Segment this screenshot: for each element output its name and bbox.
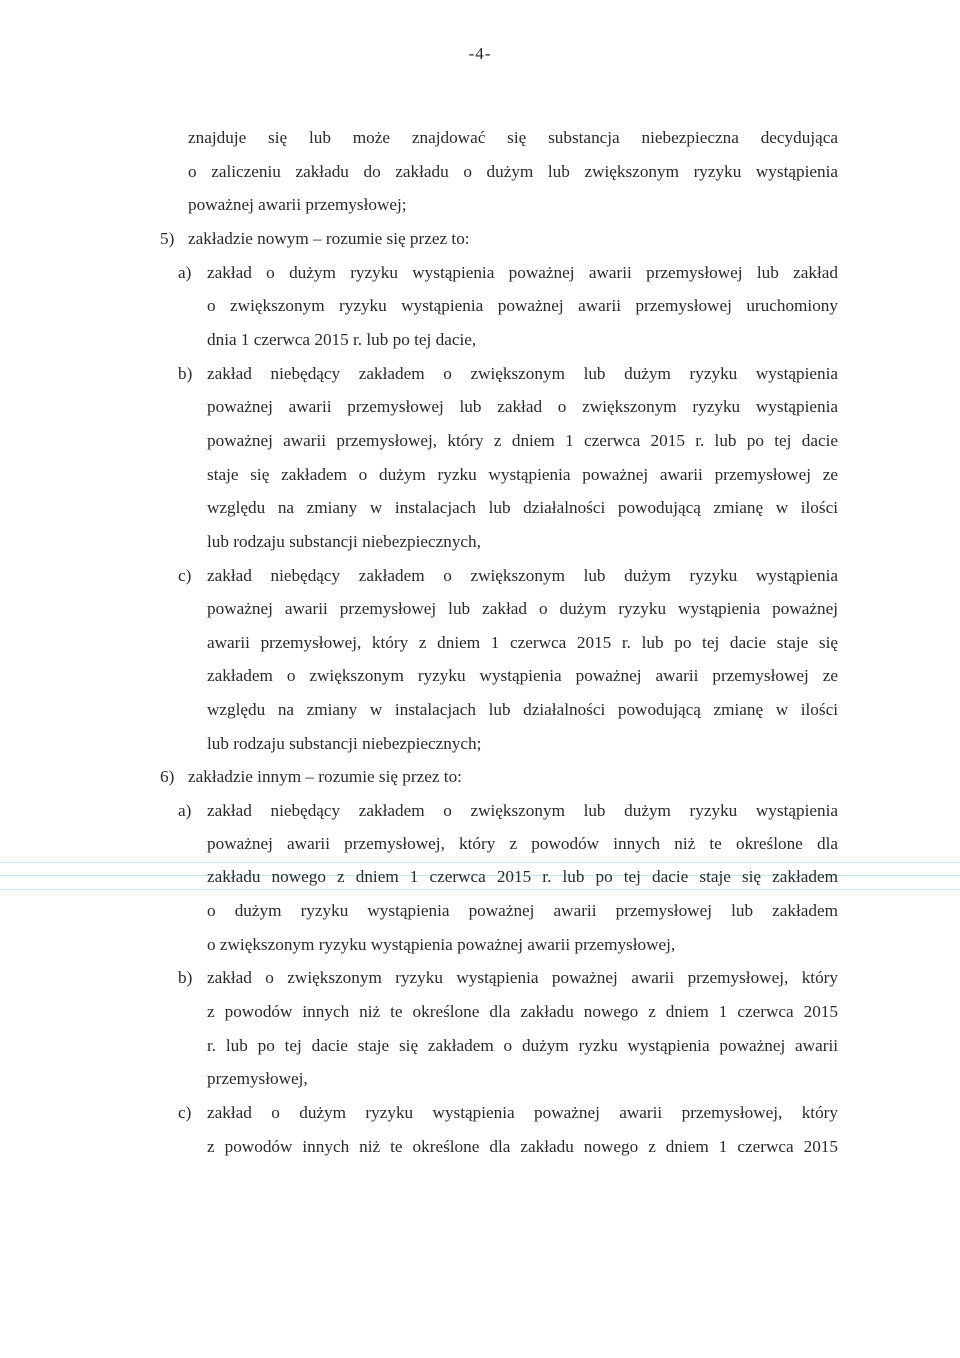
text-line: poważnej awarii przemysłowej, który z powodów innych niż te określone dla bbox=[207, 834, 838, 853]
text-line: awarii przemysłowej, który z dniem 1 czerwca 2015 r. lub po tej dacie staje się bbox=[207, 633, 838, 652]
list-marker-6c: c) bbox=[178, 1103, 192, 1122]
text-line: o zwiększonym ryzyku wystąpienia poważnej awarii przemysłowej, bbox=[207, 935, 676, 954]
page-number: -4- bbox=[468, 44, 492, 63]
text-line: zakładem o zwiększonym ryzyku wystąpienia poważnej awarii przemysłowej ze bbox=[207, 666, 838, 685]
text-line: zakład niebędący zakładem o zwiększonym lub dużym ryzyku wystąpienia bbox=[207, 566, 838, 585]
list-marker-5c: c) bbox=[178, 566, 192, 585]
list-marker-5: 5) bbox=[160, 229, 175, 248]
text-line: zakładzie nowym – rozumie się przez to: bbox=[188, 229, 470, 248]
text-line: lub rodzaju substancji niebezpiecznych, bbox=[207, 532, 481, 551]
list-marker-6: 6) bbox=[160, 767, 175, 786]
text-line: przemysłowej, bbox=[207, 1069, 308, 1088]
text-line: z powodów innych niż te określone dla zakładu nowego z dniem 1 czerwca 2015 bbox=[207, 1002, 838, 1021]
text-line: lub rodzaju substancji niebezpiecznych; bbox=[207, 734, 482, 753]
text-line: zakład o zwiększonym ryzyku wystąpienia poważnej awarii przemysłowej, który bbox=[207, 968, 838, 987]
text-line: zakład niebędący zakładem o zwiększonym lub dużym ryzyku wystąpienia bbox=[207, 364, 838, 383]
text-line: zakład niebędący zakładem o zwiększonym lub dużym ryzyku wystąpienia bbox=[207, 801, 838, 820]
text-line: zakładzie innym – rozumie się przez to: bbox=[188, 767, 462, 786]
text-line: poważnej awarii przemysłowej lub zakład o dużym ryzyku wystąpienia poważnej bbox=[207, 599, 838, 618]
text-line: zakładu nowego z dniem 1 czerwca 2015 r. lub po tej dacie staje się zakładem bbox=[207, 867, 838, 886]
list-marker-5b: b) bbox=[178, 364, 193, 383]
text-line: względu na zmiany w instalacjach lub działalności powodującą zmianę w ilości bbox=[207, 700, 838, 719]
text-line: staje się zakładem o dużym ryzku wystąpienia poważnej awarii przemysłowej ze bbox=[207, 465, 838, 484]
text-line: z powodów innych niż te określone dla zakładu nowego z dniem 1 czerwca 2015 bbox=[207, 1137, 838, 1156]
text-line: zakład o dużym ryzyku wystąpienia poważnej awarii przemysłowej lub zakład bbox=[207, 263, 838, 282]
text-line: zakład o dużym ryzyku wystąpienia poważnej awarii przemysłowej, który bbox=[207, 1103, 838, 1122]
text-line: poważnej awarii przemysłowej lub zakład o zwiększonym ryzyku wystąpienia bbox=[207, 397, 838, 416]
scan-artifact-line bbox=[0, 889, 960, 890]
text-line: o zaliczeniu zakładu do zakładu o dużym lub zwiększonym ryzyku wystąpienia bbox=[188, 162, 838, 181]
text-line: poważnej awarii przemysłowej; bbox=[188, 195, 407, 214]
text-line: poważnej awarii przemysłowej, który z dniem 1 czerwca 2015 r. lub po tej dacie bbox=[207, 431, 838, 450]
scan-artifact-line bbox=[0, 862, 960, 863]
text-line: znajduje się lub może znajdować się substancja niebezpieczna decydująca bbox=[188, 128, 838, 147]
list-marker-6b: b) bbox=[178, 968, 193, 987]
list-marker-6a: a) bbox=[178, 801, 192, 820]
list-marker-5a: a) bbox=[178, 263, 192, 282]
text-line: dnia 1 czerwca 2015 r. lub po tej dacie, bbox=[207, 330, 477, 349]
text-line: o zwiększonym ryzyku wystąpienia poważnej awarii przemysłowej uruchomiony bbox=[207, 296, 838, 315]
text-line: o dużym ryzyku wystąpienia poważnej awarii przemysłowej lub zakładem bbox=[207, 901, 838, 920]
text-line: r. lub po tej dacie staje się zakładem o dużym ryzku wystąpienia poważnej awarii bbox=[207, 1036, 838, 1055]
text-line: względu na zmiany w instalacjach lub działalności powodującą zmianę w ilości bbox=[207, 498, 838, 517]
